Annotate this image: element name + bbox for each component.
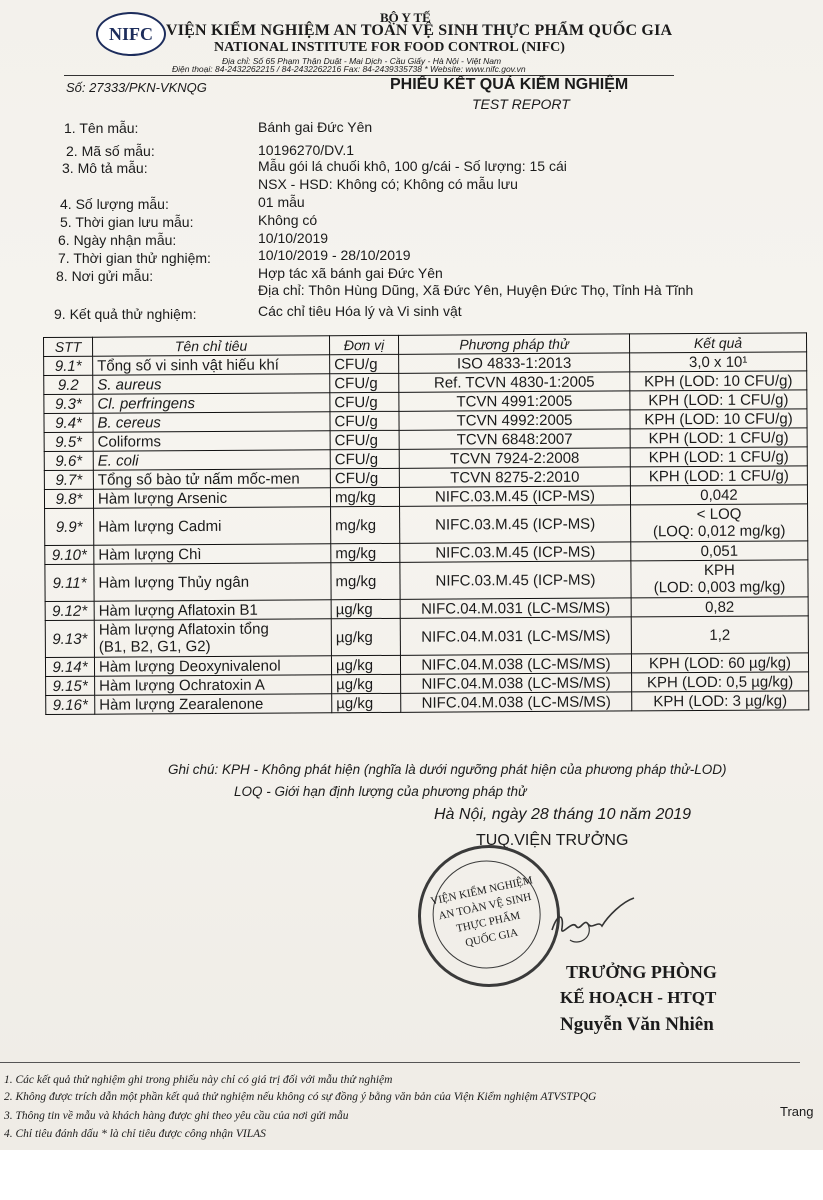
cell-unit: mg/kg (331, 506, 400, 543)
cell-result-line1: KPH (703, 561, 735, 579)
place-date: Hà Nội, ngày 28 tháng 10 năm 2019 (434, 806, 692, 823)
cell-method: TCVN 4992:2005 (399, 410, 630, 430)
cell-result: 0,82 (631, 597, 808, 617)
table-row (46, 691, 809, 715)
cell-unit: CFU/g (330, 411, 399, 430)
col-header-result: Kết quả (629, 333, 806, 353)
cell-method: TCVN 8275-2:2010 (399, 467, 630, 487)
info-value-sample-name: Bánh gai Đức Yên (258, 119, 373, 135)
cell-result: KPH (LOD: 1 CFU/g) (630, 466, 807, 486)
cell-method: NIFC.03.M.45 (ICP-MS) (400, 542, 631, 562)
col-header-unit: Đơn vị (329, 335, 398, 354)
cell-name: S. aureus (93, 374, 330, 394)
cell-name: Hàm lượng Aflatoxin B1 (94, 600, 331, 620)
cell-stt: 9.11* (45, 564, 94, 601)
cell-name: B. cereus (93, 412, 330, 432)
logo-text: NIFC (109, 23, 153, 44)
institute-address: Địa chỉ: Số 65 Phạm Thận Duật - Mai Dịch - Cầu Giấy - Hà Nội - Việt Nam (222, 56, 502, 66)
seal-text: VIỆN KIỂM NGHIỆM AN TOÀN VỆ SINH THỰC PHẨM QUỐC GIA (423, 850, 551, 978)
note-kph: Ghi chú: KPH - Không phát hiện (nghĩa là dưới ngưỡng phát hiện của phương pháp thử-LOD) (168, 762, 727, 777)
cell-method: TCVN 7924-2:2008 (399, 448, 630, 468)
cell-stt: 9.9* (45, 508, 94, 545)
cell-name: Hàm lượng Thủy ngân (94, 563, 331, 601)
cell-result-line1: < LOQ (696, 505, 742, 524)
cell-unit: CFU/g (330, 430, 399, 449)
info-label-sample-code: 2. Mã số mẫu: (66, 143, 155, 159)
footer-note-3: 3. Thông tin về mẫu và khách hàng được ghi theo yêu cầu của nơi gửi mẫu (4, 1110, 349, 1122)
cell-stt: 9.15* (46, 676, 95, 695)
info-value-sender: Hợp tác xã bánh gai Đức Yên (258, 265, 443, 281)
institute-contact: Điện thoại: 84-2432262215 / 84-2432262216 Fax: 84-2439335738 * Website: www.nifc.gov.vn (172, 64, 526, 74)
cell-name: Hàm lượng Cadmi (94, 507, 331, 545)
cell-stt: 9.13* (45, 620, 94, 657)
cell-stt: 9.1* (44, 356, 93, 375)
info-value-storage-time: Không có (258, 212, 318, 228)
results-table (43, 332, 809, 715)
info-value-sample-code: 10196270/DV.1 (258, 142, 355, 158)
cell-method: NIFC.04.M.031 (LC-MS/MS) (400, 617, 631, 655)
cell-stt: 9.12* (45, 601, 94, 620)
info-label-test-result: 9. Kết quả thử nghiệm: (54, 306, 197, 322)
cell-stt: 9.10* (45, 545, 94, 564)
col-header-name: Tên chỉ tiêu (93, 336, 330, 356)
cell-unit: CFU/g (330, 449, 399, 468)
info-value-test-result: Các chỉ tiêu Hóa lý và Vi sinh vật (258, 303, 462, 319)
cell-unit: CFU/g (330, 392, 399, 411)
footer-divider (0, 1062, 800, 1063)
cell-stt: 9.8* (44, 489, 93, 508)
cell-result (631, 504, 808, 542)
col-header-method: Phương pháp thử (398, 334, 629, 354)
cell-name (94, 619, 331, 657)
cell-name: Hàm lượng Arsenic (93, 488, 330, 508)
cell-unit: mg/kg (331, 543, 400, 562)
institute-name-en: NATIONAL INSTITUTE FOR FOOD CONTROL (NIFC) (214, 40, 565, 55)
cell-method: NIFC.04.M.031 (LC-MS/MS) (400, 598, 631, 618)
cell-unit: µg/kg (332, 693, 401, 712)
signer-title-2: KẾ HOẠCH - HTQT (560, 988, 717, 1007)
cell-result: 3,0 x 10¹ (630, 352, 807, 372)
table-row (45, 504, 808, 546)
cell-name: Cl. perfringens (93, 393, 330, 413)
cell-result: KPH (LOD: 1 CFU/g) (630, 428, 807, 448)
info-label-description: 3. Mô tả mẫu: (62, 160, 148, 176)
cell-method: ISO 4833-1:2013 (399, 353, 630, 373)
cell-name: Hàm lượng Chì (94, 544, 331, 564)
cell-name: E. coli (93, 450, 330, 470)
note-loq: LOQ - Giới hạn định lượng của phương pháp thử (234, 784, 527, 799)
cell-unit: CFU/g (330, 354, 399, 373)
info-value-sender-address: Địa chỉ: Thôn Hùng Dũng, Xã Đức Yên, Huyện Đức Thọ, Tỉnh Hà Tĩnh (258, 282, 694, 298)
cell-result: 0,042 (630, 485, 807, 505)
cell-method: NIFC.04.M.038 (LC-MS/MS) (401, 673, 632, 693)
cell-stt: 9.16* (46, 695, 95, 714)
cell-method: NIFC.03.M.45 (ICP-MS) (400, 561, 631, 599)
cell-result: KPH (LOD: 1 CFU/g) (630, 447, 807, 467)
info-value-test-period: 10/10/2019 - 28/10/2019 (258, 247, 411, 263)
page-label: Trang (780, 1104, 814, 1119)
info-label-sample-name: 1. Tên mẫu: (64, 120, 139, 136)
handwritten-signature (548, 890, 638, 950)
cell-result: KPH (LOD: 1 CFU/g) (630, 390, 807, 410)
cell-stt: 9.4* (44, 413, 93, 432)
cell-method: NIFC.04.M.038 (LC-MS/MS) (401, 692, 632, 712)
cell-result: KPH (LOD: 3 µg/kg) (632, 691, 809, 711)
background-area (0, 1150, 823, 1200)
cell-unit: mg/kg (330, 487, 399, 506)
cell-result: KPH (LOD: 10 CFU/g) (630, 409, 807, 429)
cell-result: KPH (LOD: 10 CFU/g) (630, 371, 807, 391)
cell-unit: µg/kg (332, 674, 401, 693)
info-label-received-date: 6. Ngày nhận mẫu: (58, 232, 177, 248)
report-title-en: TEST REPORT (472, 96, 570, 112)
cell-method: TCVN 6848:2007 (399, 429, 630, 449)
cell-unit: µg/kg (331, 618, 400, 655)
cell-unit: µg/kg (331, 655, 400, 674)
table-row (45, 560, 808, 602)
cell-name: Coliforms (93, 431, 330, 451)
cell-unit: CFU/g (330, 373, 399, 392)
info-label-sender: 8. Nơi gửi mẫu: (56, 268, 154, 284)
cell-name: Tổng số vi sinh vật hiếu khí (93, 355, 330, 375)
info-label-quantity: 4. Số lượng mẫu: (60, 196, 169, 212)
cell-name: Hàm lượng Zearalenone (95, 694, 332, 714)
info-label-test-period: 7. Thời gian thử nghiệm: (58, 250, 211, 266)
cell-result-line2: (LOQ: 0,012 mg/kg) (652, 522, 786, 541)
cell-stt: 9.3* (44, 394, 93, 413)
cell-name-line2: (B1, B2, G1, G2) (98, 637, 211, 656)
institute-name-vn: VIỆN KIỂM NGHIỆM AN TOÀN VỆ SINH THỰC PHẨM QUỐC GIA (166, 22, 673, 39)
cell-name: Tổng số bào tử nấm mốc-men (93, 469, 330, 489)
col-header-stt: STT (44, 337, 93, 356)
signer-title-1: TRƯỞNG PHÒNG (566, 962, 717, 982)
cell-result: 0,051 (631, 541, 808, 561)
cell-result: KPH (LOD: 60 µg/kg) (631, 653, 808, 673)
footer-note-2: 2. Không được trích dẫn một phần kết quả thử nghiệm nếu không có sự đồng ý bằng văn bản của Viện Kiểm nghiệm ATVSTPQG (4, 1091, 597, 1103)
cell-stt: 9.5* (44, 432, 93, 451)
ministry-name: BỘ Y TẾ (380, 10, 431, 25)
cell-name: Hàm lượng Ochratoxin A (95, 675, 332, 695)
cell-stt: 9.6* (44, 451, 93, 470)
cell-unit: CFU/g (330, 468, 399, 487)
cell-method: Ref. TCVN 4830-1:2005 (399, 372, 630, 392)
cell-method: NIFC.04.M.038 (LC-MS/MS) (400, 654, 631, 674)
footer-note-1: 1. Các kết quả thử nghiệm ghi trong phiếu này chỉ có giá trị đối với mẫu thử nghiệm (4, 1074, 393, 1086)
cell-method: NIFC.03.M.45 (ICP-MS) (399, 486, 630, 506)
nifc-logo (96, 12, 166, 56)
cell-result: 1,2 (631, 616, 808, 654)
info-value-quantity: 01 mẫu (258, 194, 305, 210)
cell-name-line1: Hàm lượng Aflatoxin tổng (98, 620, 269, 639)
signer-name: Nguyễn Văn Nhiên (560, 1014, 714, 1035)
cell-unit: µg/kg (331, 599, 400, 618)
cell-stt: 9.14* (45, 657, 94, 676)
info-value-received-date: 10/10/2019 (258, 230, 329, 246)
info-value-description-2: NSX - HSD: Không có; Không có mẫu lưu (258, 176, 518, 192)
table-row (45, 616, 808, 658)
cell-stt: 9.7* (44, 470, 93, 489)
on-behalf-title: TUQ.VIỆN TRƯỞNG (476, 832, 629, 849)
info-label-storage-time: 5. Thời gian lưu mẫu: (60, 214, 194, 230)
footer-note-4: 4. Chỉ tiêu đánh dấu * là chỉ tiêu được công nhận VILAS (4, 1128, 266, 1140)
info-value-description: Mẫu gói lá chuối khô, 100 g/cái - Số lượng: 15 cái (258, 158, 567, 174)
report-number: Số: 27333/PKN-VKNQG (66, 80, 207, 95)
report-title-vn: PHIẾU KẾT QUẢ KIỂM NGHIỆM (390, 76, 629, 93)
cell-result (631, 560, 808, 598)
cell-name: Hàm lượng Deoxynivalenol (94, 656, 331, 676)
cell-result: KPH (LOD: 0,5 µg/kg) (632, 672, 809, 692)
cell-method: TCVN 4991:2005 (399, 391, 630, 411)
cell-result-line2: (LOD: 0,003 mg/kg) (653, 578, 786, 597)
cell-unit: mg/kg (331, 562, 400, 599)
cell-method: NIFC.03.M.45 (ICP-MS) (400, 505, 631, 543)
cell-stt: 9.2 (44, 375, 93, 394)
